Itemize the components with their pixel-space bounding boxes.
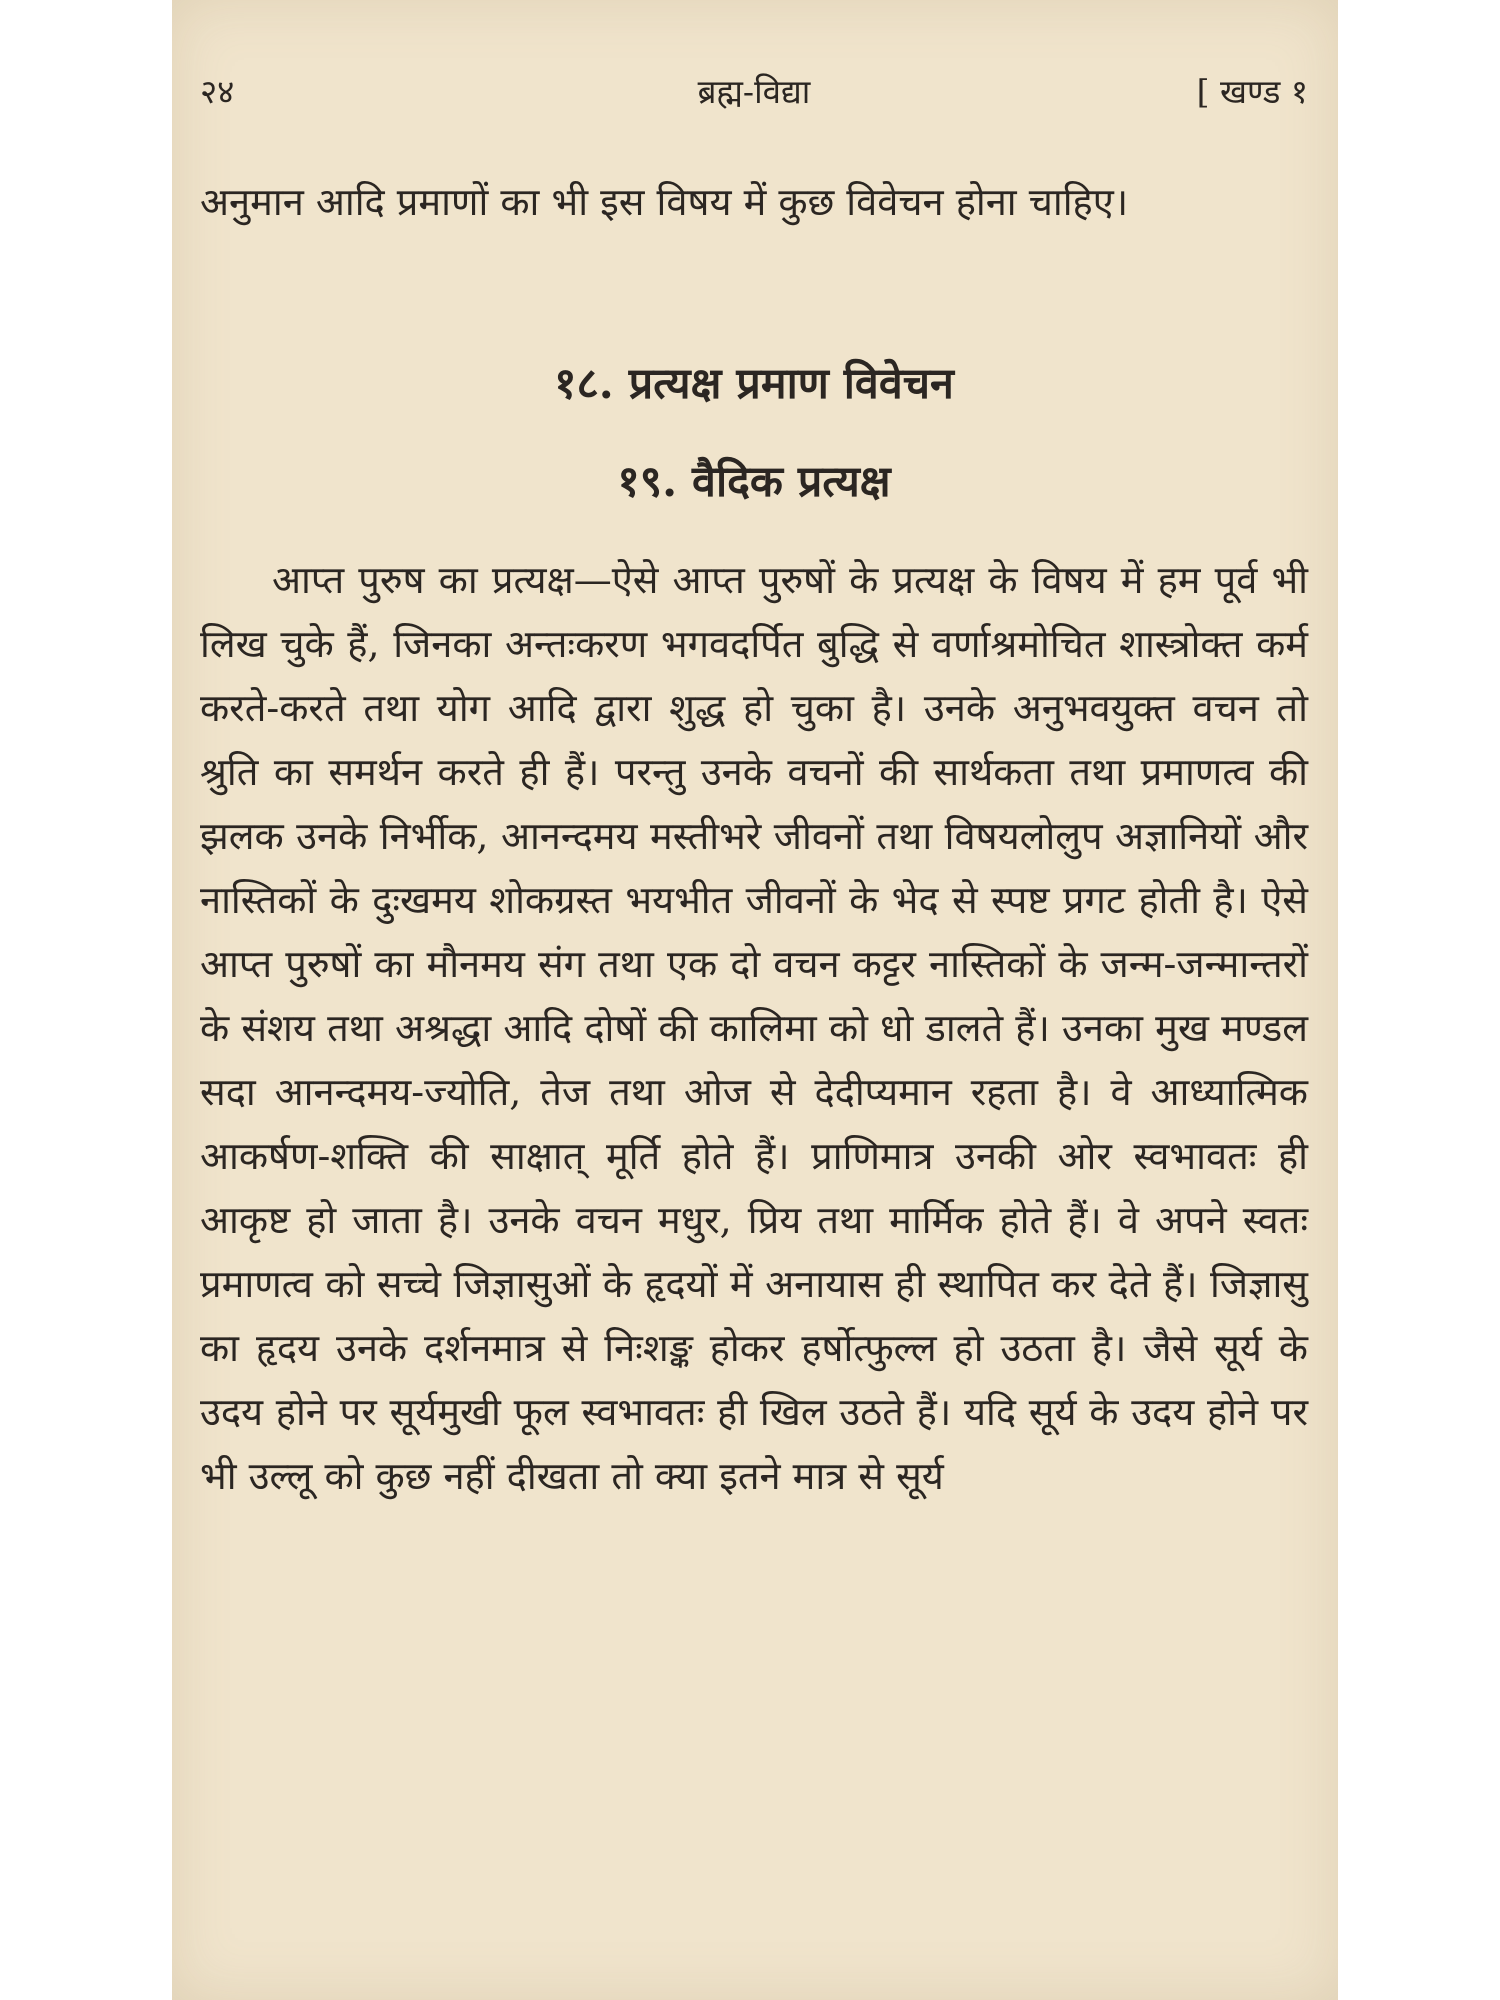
running-header (200, 68, 1308, 128)
section-label: [ खण्ड १ (1196, 72, 1308, 111)
intro-paragraph: अनुमान आदि प्रमाणों का भी इस विषय में कुछ विवेचन होना चाहिए। (200, 180, 1129, 224)
main-paragraph: आप्त पुरुष का प्रत्यक्ष—ऐसे आप्त पुरुषों के प्रत्यक्ष के विषय में हम पूर्व भी लिख चुके हैं, जिनका अन्तःकरण भगवदर्पित बुद्धि से वर्णाश्रमोचित शास्त्रोक्त कर्म करते-करते तथा योग आदि द्वारा शुद्ध हो चुका है। उनके अनुभवयुक्त वचन तो श्रुति का समर्थन करते ही हैं। परन्तु उनके वचनों की सार्थकता तथा प्रमाणत्व की झलक उनके निर्भीक, आनन्दमय मस्तीभरे जीवनों तथा विषयलोलुप अज्ञानियों और नास्तिकों के दुःखमय शोकग्रस्त भयभीत जीवनों के भेद से स्पष्ट प्रगट होती है। ऐसे आप्त पुरुषों का मौनमय संग तथा एक दो वचन कट्टर नास्तिकों के जन्म-जन्मान्तरों के संशय तथा अश्रद्धा आदि दोषों की कालिमा को धो डालते हैं। उनका मुख मण्डल सदा आनन्दमय-ज्योति, तेज तथा ओज से देदीप्यमान रहता है। वे आध्यात्मिक आकर्षण-शक्ति की साक्षात् मूर्ति होते हैं। प्राणिमात्र उनकी ओर स्वभावतः ही आकृष्ट हो जाता है। उनके वचन मधुर, प्रिय तथा मार्मिक होते हैं। वे अपने स्वतः प्रमाणत्व को सच्चे जिज्ञासुओं के हृदयों में अनायास ही स्थापित कर देते हैं। जिज्ञासु का हृदय उनके दर्शनमात्र से निःशङ्क होकर हर्षोत्फुल्ल हो उठता है। जैसे सूर्य के उदय होने पर सूर्यमुखी फूल स्वभावतः ही खिल उठते हैं। यदि सूर्य के उदय होने पर भी उल्लू को कुछ नहीं दीखता तो क्या इतने मात्र से सूर्य (200, 558, 1308, 1498)
page-number: २४ (200, 72, 235, 111)
section-heading-18: १८. प्रत्यक्ष प्रमाण विवेचन (554, 359, 954, 409)
book-page (172, 0, 1338, 2000)
book-title: ब्रह्म-विद्या (697, 72, 811, 111)
section-heading-19: १९. वैदिक प्रत्यक्ष (617, 457, 891, 507)
